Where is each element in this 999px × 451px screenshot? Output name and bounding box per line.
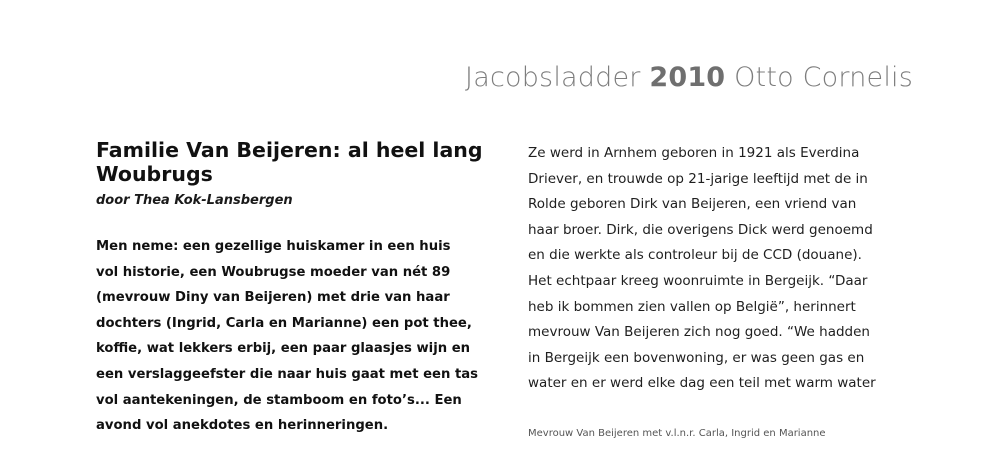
body-line: haar broer. Dirk, die overigens Dick werd genoemd xyxy=(528,221,873,238)
article-body xyxy=(528,141,928,397)
photo-caption: Mevrouw Van Beijeren met v.l.n.r. Carla, Ingrid en Marianne xyxy=(528,428,826,439)
intro-line: (mevrouw Diny van Beijeren) met drie van haar xyxy=(96,290,450,306)
body-line: mevrouw Van Beijeren zich nog goed. “We hadden xyxy=(528,324,870,341)
body-line: water en er werd elke dag een teil met warm water xyxy=(528,375,876,392)
body-line: en die werkte als controleur bij de CCD (douane). xyxy=(528,247,862,264)
intro-line: een verslaggeefster die naar huis gaat met een tas xyxy=(96,366,479,382)
header-prefix: Jacobsladder xyxy=(465,62,650,93)
header-suffix: Otto Cornelis xyxy=(725,62,913,93)
intro-line: avond vol anekdotes en herinneringen. xyxy=(96,418,389,434)
body-line: Het echtpaar kreeg woonruimte in Bergeijk. “Daar xyxy=(528,272,868,289)
header-year: 2010 xyxy=(649,62,726,93)
right-column xyxy=(528,141,928,397)
article-title-line: Woubrugs xyxy=(96,162,213,186)
intro-line: vol aantekeningen, de stamboom en foto’s... Een xyxy=(96,392,462,408)
article-intro xyxy=(96,234,496,439)
left-column xyxy=(96,138,496,439)
body-line: Ze werd in Arnhem geboren in 1921 als Everdina xyxy=(528,145,860,161)
intro-line: Men neme: een gezellige huiskamer in een huis xyxy=(96,239,451,254)
intro-line: koffie, wat lekkers erbij, een paar glaasjes wijn en xyxy=(96,341,471,357)
body-line: in Bergeijk een bovenwoning, er was geen gas en xyxy=(528,349,865,366)
body-line: heb ik bommen zien vallen op België”, herinnert xyxy=(528,298,856,315)
intro-line: dochters (Ingrid, Carla en Marianne) een pot thee, xyxy=(96,315,472,331)
body-line: Rolde geboren Dirk van Beijeren, een vriend van xyxy=(528,196,857,213)
body-line: Driever, en trouwde op 21-jarige leeftijd met de in xyxy=(528,170,868,187)
article-title-line: Familie Van Beijeren: al heel lang xyxy=(96,138,483,162)
article-byline: door Thea Kok-Lansbergen xyxy=(96,193,293,208)
page-header xyxy=(465,62,913,93)
intro-line: vol historie, een Woubrugse moeder van nét 89 xyxy=(96,264,451,280)
article-title xyxy=(96,138,496,186)
